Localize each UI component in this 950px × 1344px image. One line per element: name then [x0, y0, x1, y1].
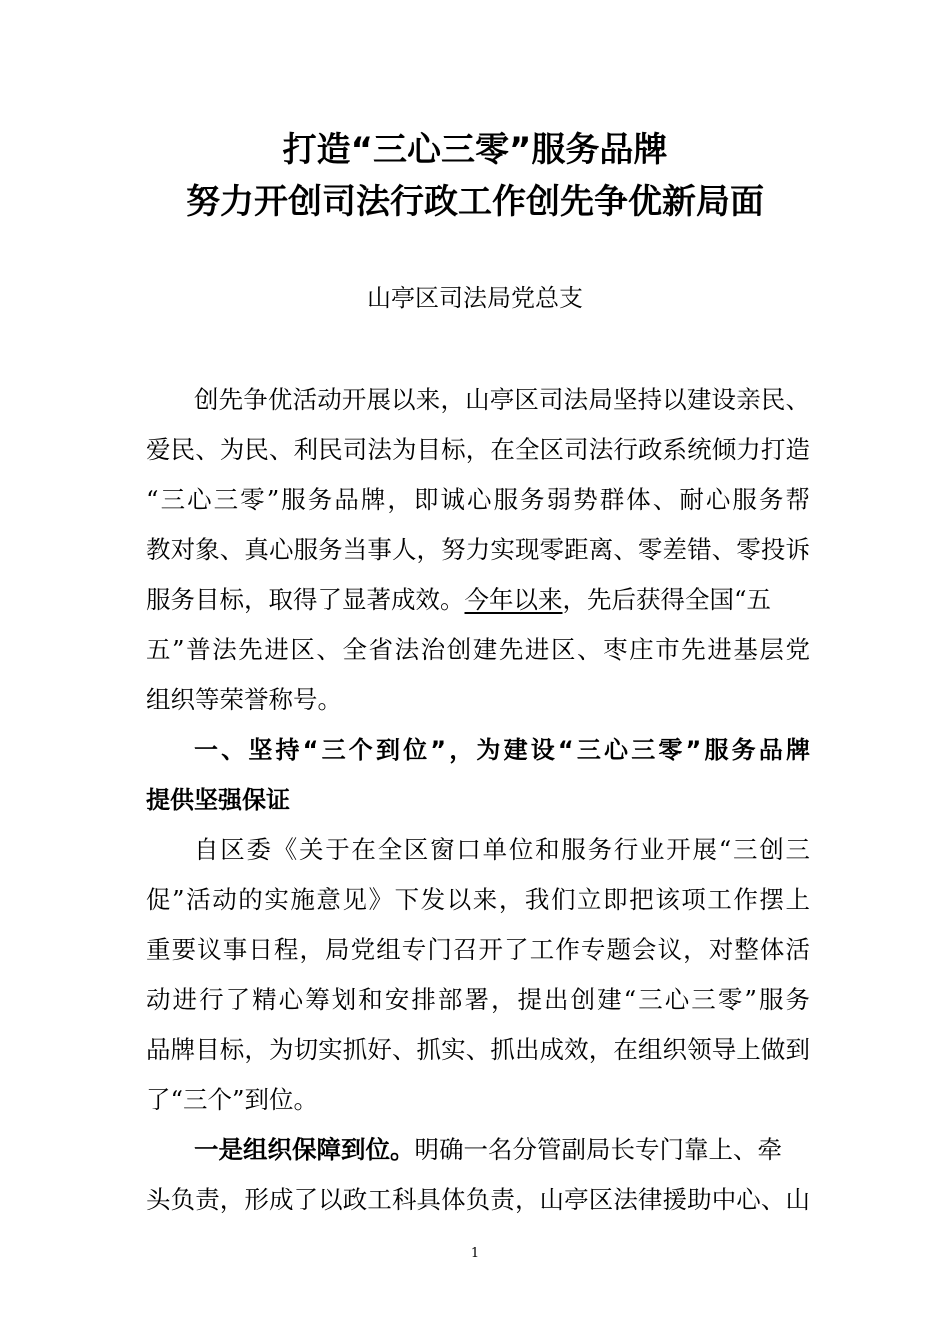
paragraph-1-line-2: 爱民、为民、利民司法为目标，在全区司法行政系统倾力打造	[146, 435, 810, 464]
paragraph-2-line-3: 重要议事日程，局党组专门召开了工作专题会议，对整体活	[146, 935, 810, 964]
paragraph-1-line-5	[146, 582, 810, 618]
author: 山亭区司法局党总支	[367, 284, 583, 312]
underlined-phrase: 今年以来	[464, 585, 563, 614]
paragraph-2-line-1: 自区委《关于在全区窗口单位和服务行业开展“三创三	[194, 835, 810, 864]
title-line-1: 打造“三心三零”服务品牌	[282, 130, 668, 170]
paragraph-3-lead: 一是组织保障到位。	[194, 1135, 415, 1164]
paragraph-1-line-7: 组织等荣誉称号。	[146, 685, 342, 714]
paragraph-2-line-4: 动进行了精心筹划和安排部署，提出创建“三心三零”服务	[146, 985, 810, 1014]
paragraph-3-line-2: 头负责，形成了以政工科具体负责，山亭区法律援助中心、山	[146, 1185, 810, 1214]
paragraph-3-line-1-rest: 明确一名分管副局长专门靠上、牵	[414, 1135, 782, 1164]
page-number: 1	[470, 1246, 480, 1261]
paragraph-2-line-5: 品牌目标，为切实抓好、抓实、抓出成效，在组织领导上做到	[146, 1035, 810, 1064]
paragraph-2-line-6: 了“三个”到位。	[146, 1085, 319, 1114]
paragraph-1-line-5-end: ，先后获得全国“五	[562, 585, 772, 614]
section-heading-1-line-2: 提供坚强保证	[146, 786, 290, 814]
paragraph-2-line-2: 促”活动的实施意见》下发以来，我们立即把该项工作摆上	[146, 885, 810, 914]
paragraph-1-line-4: 教对象、真心服务当事人，努力实现零距离、零差错、零投诉	[146, 535, 810, 564]
paragraph-3-line-1	[194, 1132, 810, 1168]
paragraph-1-line-5-start: 服务目标，取得了显著成效。	[146, 585, 465, 614]
paragraph-1-line-3: “三心三零”服务品牌，即诚心服务弱势群体、耐心服务帮	[146, 485, 810, 514]
paragraph-1-line-6: 五”普法先进区、全省法治创建先进区、枣庄市先进基层党	[146, 635, 810, 664]
section-heading-1-line-1: 一、坚持“三个到位”，为建设“三心三零”服务品牌	[194, 736, 810, 764]
title-line-2: 努力开创司法行政工作创先争优新局面	[186, 182, 764, 222]
paragraph-1-line-1: 创先争优活动开展以来，山亭区司法局坚持以建设亲民、	[194, 385, 810, 414]
